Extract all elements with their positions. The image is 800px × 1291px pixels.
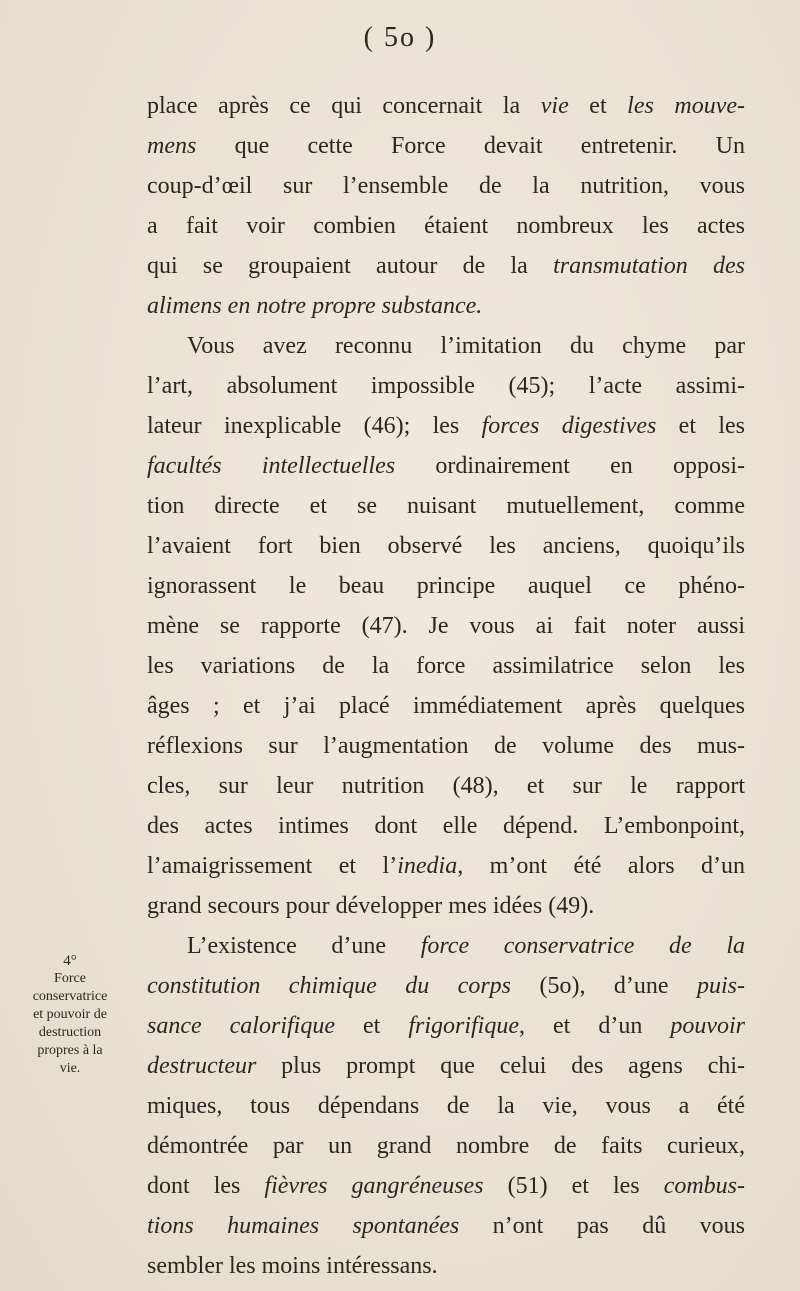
text-segment: que cette Force devait entretenir. Un bbox=[196, 133, 745, 159]
margin-note-line: vie. bbox=[59, 1061, 81, 1076]
text-line bbox=[147, 1086, 745, 1126]
text-line bbox=[147, 1206, 745, 1246]
italic-segment: force conservatrice de la bbox=[420, 933, 745, 959]
text-line bbox=[147, 86, 745, 126]
text-segment: lateur inexplicable (46); les bbox=[147, 413, 482, 439]
text-segment: l’avaient fort bien observé les anciens, quoiqu’ils bbox=[147, 533, 745, 559]
italic-segment: les mouve- bbox=[627, 93, 746, 119]
text-segment: réflexions sur l’augmentation de volume des mus- bbox=[147, 733, 745, 759]
text-segment: (5o), d’une bbox=[511, 973, 697, 999]
text-line bbox=[147, 1126, 745, 1166]
text-segment: les variations de la force assimilatrice selon les bbox=[147, 653, 745, 679]
italic-segment: sance calorifique bbox=[147, 1013, 335, 1039]
text-line bbox=[147, 126, 745, 166]
italic-segment: puis- bbox=[697, 973, 745, 999]
text-line bbox=[147, 1046, 745, 1086]
text-line bbox=[147, 206, 745, 246]
text-line bbox=[147, 446, 745, 486]
text-line bbox=[147, 486, 745, 526]
text-segment: l’amaigrissement et l’ bbox=[147, 853, 398, 879]
page-number: ( 5o ) bbox=[363, 22, 437, 53]
italic-segment: vie bbox=[540, 93, 569, 119]
text-segment: des actes intimes dont elle dépend. L’embonpoint, bbox=[147, 813, 745, 839]
text-line bbox=[147, 246, 745, 286]
margin-note-line: conservatrice bbox=[32, 989, 108, 1004]
italic-segment: destructeur bbox=[147, 1053, 257, 1079]
body-text bbox=[147, 86, 745, 1286]
text-line bbox=[147, 406, 745, 446]
text-line bbox=[147, 606, 745, 646]
text-line bbox=[147, 926, 745, 966]
text-segment: L’existence d’une bbox=[187, 933, 421, 959]
text-segment: dont les bbox=[147, 1173, 265, 1199]
text-segment: âges ; et j’ai placé immédiatement après quelques bbox=[147, 693, 745, 719]
text-segment: n’ont pas dû vous bbox=[459, 1213, 745, 1239]
text-segment: miques, tous dépendans de la vie, vous a été bbox=[147, 1093, 745, 1119]
margin-note-line: destruction bbox=[38, 1025, 102, 1040]
text-line bbox=[147, 846, 745, 886]
text-segment: coup-d’œil sur l’ensemble de la nutrition, vous bbox=[147, 173, 745, 199]
text-line bbox=[147, 1166, 745, 1206]
text-segment: grand secours pour développer mes idées (49). bbox=[147, 893, 595, 919]
italic-segment: transmutation des bbox=[553, 253, 746, 279]
margin-note-number: 4° bbox=[63, 953, 77, 969]
text-segment: ordinairement en opposi- bbox=[395, 453, 745, 479]
text-segment: et bbox=[568, 93, 628, 119]
text-segment: Vous avez reconnu l’imitation du chyme par bbox=[187, 333, 745, 359]
text-line bbox=[147, 1246, 745, 1286]
text-line bbox=[147, 686, 745, 726]
text-segment: cles, sur leur nutrition (48), et sur le rapport bbox=[147, 773, 745, 799]
italic-segment: alimens en notre propre substance. bbox=[147, 293, 483, 319]
italic-segment: combus- bbox=[663, 1173, 746, 1199]
text-line bbox=[147, 726, 745, 766]
text-segment: mène se rapporte (47). Je vous ai fait noter aussi bbox=[147, 613, 745, 639]
text-line bbox=[147, 286, 745, 326]
text-segment: qui se groupaient autour de la bbox=[147, 253, 554, 279]
margin-note-line: propres à la bbox=[37, 1043, 103, 1058]
italic-segment: fièvres gangréneuses bbox=[264, 1173, 484, 1199]
text-line bbox=[147, 526, 745, 566]
italic-segment: tions humaines spontanées bbox=[147, 1213, 460, 1239]
text-segment: démontrée par un grand nombre de faits curieux, bbox=[147, 1133, 745, 1159]
text-line bbox=[147, 1006, 745, 1046]
italic-segment: frigorifique bbox=[408, 1013, 519, 1039]
text-segment: et les bbox=[656, 413, 746, 439]
text-line bbox=[147, 566, 745, 606]
text-line bbox=[147, 886, 745, 926]
margin-note-line: et pouvoir de bbox=[33, 1007, 107, 1022]
text-line bbox=[147, 646, 745, 686]
text-line bbox=[147, 366, 745, 406]
margin-note bbox=[4, 952, 136, 1078]
italic-segment: inedia bbox=[397, 853, 458, 879]
text-segment: (51) et les bbox=[483, 1173, 664, 1199]
italic-segment: forces digestives bbox=[481, 413, 657, 439]
text-line bbox=[147, 166, 745, 206]
italic-segment: pouvoir bbox=[670, 1013, 745, 1039]
text-segment: sembler les moins intéressans. bbox=[147, 1253, 438, 1279]
italic-segment: facultés intellectuelles bbox=[147, 453, 396, 479]
text-segment: , et d’un bbox=[518, 1013, 671, 1039]
text-segment: ignorassent le beau principe auquel ce phéno- bbox=[147, 573, 745, 599]
text-segment: a fait voir combien étaient nombreux les actes bbox=[147, 213, 745, 239]
text-line bbox=[147, 766, 745, 806]
margin-note-line: Force bbox=[54, 971, 86, 986]
text-line bbox=[147, 806, 745, 846]
text-line bbox=[147, 966, 745, 1006]
italic-segment: mens bbox=[147, 133, 197, 159]
italic-segment: constitution chimique du corps bbox=[147, 973, 511, 999]
text-segment: place après ce qui concernait la bbox=[147, 93, 541, 119]
text-segment: , m’ont été alors d’un bbox=[457, 853, 746, 879]
text-segment: plus prompt que celui des agens chi- bbox=[256, 1053, 745, 1079]
text-segment: et bbox=[334, 1013, 409, 1039]
text-segment: tion directe et se nuisant mutuellement, comme bbox=[147, 493, 745, 519]
text-line bbox=[147, 326, 745, 366]
text-segment: l’art, absolument impossible (45); l’acte assimi- bbox=[147, 373, 745, 399]
